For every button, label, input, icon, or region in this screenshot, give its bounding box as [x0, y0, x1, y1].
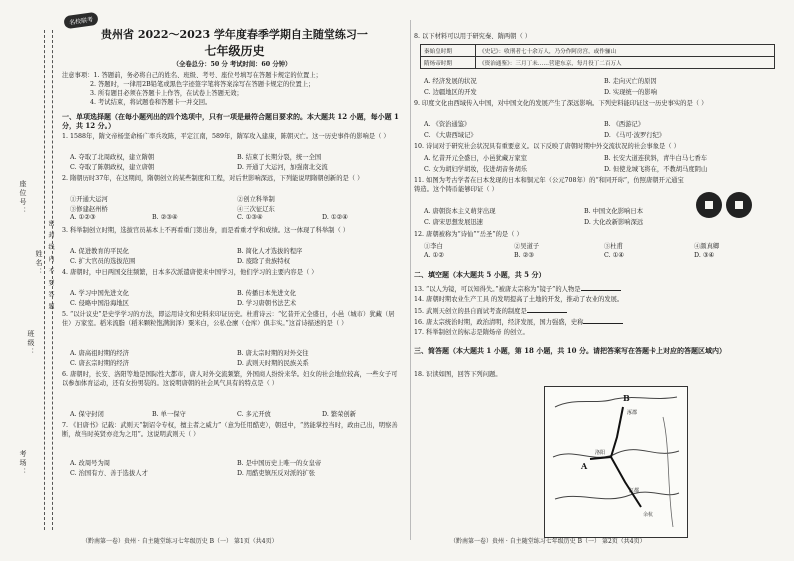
q8-option-c: C. 边疆地区的开发	[424, 89, 477, 96]
map-label-a: A	[581, 461, 588, 471]
note-4: 4. 考试结束，将试题卷和答题卡一并交回。	[90, 99, 212, 106]
map-label-luoyang: 洛阳	[595, 450, 606, 456]
question-18: 18. 识读如图，回答下列问题。	[414, 371, 502, 378]
answer-blank	[581, 284, 621, 291]
q4-option-d: D. 学习唐朝书法艺术	[237, 300, 297, 307]
q8-option-d: D. 实现统一的影响	[604, 89, 657, 96]
note-3: 3. 所有题目必须在答题卡上作答，在试卷上答题无效；	[90, 90, 243, 97]
q2-item-4: ④三次征辽东	[237, 206, 275, 213]
q5-option-a: A. 唐高祖时期的经济	[70, 350, 129, 357]
q11-option-a: A. 唐朝资本主义萌芽出现	[424, 208, 496, 215]
q11-option-b: B. 中国文化影响日本	[584, 208, 644, 215]
fill-15-text: 15. 武则天创立的县自面试考查的制度是	[414, 308, 527, 315]
score-info: （全卷总分：50 分 考试时间：60 分钟）	[172, 61, 292, 68]
q2-option-a: A. ①②③	[70, 214, 96, 221]
q11-option-d: D. 大化改新影响深远	[584, 219, 644, 226]
q8-option-b: B. 走向灭亡的原因	[604, 78, 657, 85]
question-8: 8. 以下材料可以用于研究秦、隋两朝（ ）	[414, 33, 532, 40]
q8-source-table	[420, 44, 775, 69]
question-4: 4. 唐朝时，中日两国交往频繁，日本多次派遣唐使来中国学习，他们学习的主要内容是（ ）	[62, 269, 318, 276]
seal-line	[44, 30, 45, 530]
q10-option-b: B. 长安大道连狭斜，青牛白马七香车	[604, 155, 708, 162]
fill-15	[414, 306, 782, 316]
q1-option-d: D. 开通了大运河，加强南北交流	[237, 164, 328, 171]
fill-13	[414, 284, 782, 294]
page-2-footer: （黔南第一卷）贵州 · 自主随堂练习七年级历史 B（一） 第2页（共4页）	[450, 538, 646, 545]
question-5: 5. “以计议史”是史学学习的方法，即运用诗文和史料来印证历史。杜甫诗云：“忆昔开元全盛日，小邑（城市）犹藏（居住）万家室。稻米流脂（稻米颗粒饱满润泽）粟米白，公私仓廪（仓库）俱丰实。”这首诗描述的是（ ）	[62, 311, 395, 328]
canal-map	[544, 386, 688, 538]
page-1-footer: （黔南第一卷）贵州 · 自主随堂练习七年级历史 B（一） 第1页（共4页）	[82, 538, 278, 545]
q10-option-d: D. 但使龙城飞将在，不教胡马度阴山	[604, 166, 708, 173]
question-9: 9. 印度文化由西域传入中国，对中国文化的发展产生了深远影响。下列史料能印证这一历史事实的是（ ）	[414, 100, 708, 107]
q9-option-a: A. 《资治通鉴》	[424, 121, 471, 128]
q2-item-3: ③修建赵州桥	[70, 206, 108, 213]
coin-image	[696, 192, 722, 218]
fill-16-text: 16. 唐太宗统治时期，政治清明，经济发展，国力强盛，史称	[414, 319, 584, 326]
q8-option-a: A. 经济发展的状况	[424, 78, 477, 85]
fill-16	[414, 317, 782, 327]
q12-item-2: ②吴道子	[514, 243, 540, 250]
river-line	[553, 450, 679, 458]
q10-option-c: C. 女为胡妇学胡妆，伎进胡音务胡乐	[424, 166, 528, 173]
binding-margin	[4, 30, 64, 530]
label-room: 考场：	[19, 450, 27, 477]
q2-item-2: ②创立科举制	[237, 196, 275, 203]
q7-option-c: C. 治国有方、善于选拔人才	[70, 470, 148, 477]
q9-option-b: B. 《西游记》	[604, 121, 645, 128]
table-row	[421, 57, 775, 69]
q4-option-a: A. 学习中国先进文化	[70, 290, 129, 297]
q7-option-a: A. 改周号为周	[70, 460, 111, 467]
q6-option-c: C. 多元开放	[237, 411, 271, 418]
fill-17: 17. 科举制创立的标志是隋炀帝 的创立。	[414, 329, 529, 336]
table-cell: 隋炀帝时期	[421, 57, 476, 69]
label-seat: 座位号：	[19, 180, 27, 216]
fill-13-text: 13. “以人为镜，可以知得失。”被唐太宗称为“镜子”的人物是	[414, 286, 581, 293]
question-6: 6. 唐朝时，长安、洛阳等地是国际性大都市，唐人对外交流频繁，外国商人纷纷来华。妇女的社会地位较高，一些女子可以参加体育运动，还有女扮男装的。这说明唐朝的社会风气具有的特点是（ ）	[62, 371, 398, 388]
question-11: 11. 如图为考古学者在日本发现的日本和铜元年（公元708年）的“和同开珎”，仿照唐朝开元通宝铸造。这个铸币能够印证（ ）	[414, 177, 684, 194]
q9-option-c: C. 《大唐西域记》	[424, 132, 477, 139]
table-row	[421, 45, 775, 57]
question-12: 12. 唐朝被称为“诗仙”“岳圣”的是（ ）	[414, 231, 523, 238]
q2-option-b: B. ②③④	[152, 214, 178, 221]
coin-image	[726, 192, 752, 218]
q4-option-b: B. 传播日本先进文化	[237, 290, 297, 297]
map-drawing	[545, 387, 687, 537]
river-line	[555, 492, 679, 499]
q11-option-c: C. 唐宋思想发展迅速	[424, 219, 483, 226]
q9-option-d: D. 《马可·波罗行纪》	[604, 132, 666, 139]
subject-title: 七年级历史	[204, 44, 265, 58]
section-2-title: 二、填空题（本大题共 5 小题，共 5 分）	[414, 270, 546, 279]
fill-14: 14. 唐朝时期农业生产工具 的发明提高了土地的开发，推动了农业的发展。	[414, 296, 624, 303]
q1-option-c: C. 夺取了陈朝政权，建立唐朝	[70, 164, 155, 171]
note-1: 注意事项：1. 答题前，务必将自己的姓名、班级、考号、座位号填写在答题卡规定的位置上；	[62, 72, 322, 79]
map-label-yuhang: 余杭	[643, 512, 654, 518]
q2-option-d: D. ①②④	[322, 214, 348, 221]
q2-item-1: ①开通大运河	[70, 196, 108, 203]
river-line	[555, 397, 677, 407]
q12-item-1: ①李白	[424, 243, 443, 250]
q10-option-a: A. 忆昔开元全盛日，小邑犹藏万家室	[424, 155, 528, 162]
q1-option-b: B. 结束了长期分裂，统一全国	[237, 154, 322, 161]
q3-option-a: A. 促进教育的平民化	[70, 248, 129, 255]
label-class: 班级：	[27, 330, 35, 357]
table-cell: 《资治通鉴》：三月丁未……营建东京，每月役丁二百万人	[476, 57, 775, 69]
q12-item-4: ④颜真卿	[694, 243, 720, 250]
contest-badge: 名校联考	[63, 12, 98, 30]
question-3: 3. 科举制创立时期，选拔官员基本上不再看重门第出身，而是看重才学和成绩。这一体现了科举制（ ）	[62, 227, 350, 234]
table-cell: 《史记》：收刑者七十余万人，乃分作阿房宫，或作骊山	[476, 45, 775, 57]
page-divider	[410, 20, 411, 540]
map-label-b: B	[623, 393, 630, 403]
question-10: 10. 诗词对于研究社会状况具有重要意义。以下反映了唐朝时期中外交流状况的社会事象是（ ）	[414, 143, 680, 150]
q3-option-c: C. 扩大官员的选拔范围	[70, 258, 136, 265]
label-name: 姓名：	[35, 250, 43, 277]
q5-option-b: B. 唐太宗时期的对外交往	[237, 350, 309, 357]
q6-option-d: D. 繁荣创新	[322, 411, 357, 418]
map-label-jiangdu: 江都	[629, 488, 640, 494]
note-2: 2. 答题时，一律用2B铅笔或黑色字迹签字笔将答案涂写在答题卡规定的位置上；	[90, 81, 315, 88]
table-cell: 秦始皇时期	[421, 45, 476, 57]
q12-option-b: B. ②③	[514, 252, 534, 259]
exam-title: 贵州省 2022～2023 学年度春季学期自主随堂练习一	[101, 28, 368, 41]
q5-option-d: D. 武则天时期的民族关系	[237, 360, 309, 367]
q7-option-b: B. 是中国历史上唯一的女皇帝	[237, 460, 322, 467]
q12-option-c: C. ①④	[604, 252, 624, 259]
q1-option-a: A. 夺取了北周政权，建立隋朝	[70, 154, 155, 161]
page-1	[62, 8, 407, 553]
page-2	[414, 8, 786, 553]
q5-option-c: C. 唐玄宗时期的经济	[70, 360, 129, 367]
q3-option-d: D. 废除了贵族特权	[237, 258, 290, 265]
question-7: 7. 《旧唐书》记载：武则天“制诏令专权，擅主者之威力”（意为任用酷吏），朝廷中，“然能掌控当时，政由己出，明察善断，故当时英贤亦竞为之用”。这说明武则天（ ）	[62, 422, 398, 439]
section-3-title: 三、简答题（本大题共 1 小题，第 18 小题，共 10 分。请把答案写在答题卡上对应的答题区域内）	[414, 346, 726, 355]
q4-option-c: C. 侵略中国沿海地区	[70, 300, 129, 307]
coastline	[663, 417, 673, 527]
answer-blank	[527, 306, 567, 313]
q12-option-d: D. ③④	[694, 252, 715, 259]
answer-blank	[583, 317, 623, 324]
section-1-title: 一、单项选择题（在每小题列出的四个选项中，只有一项是最符合题目要求的。本大题共 12 小题，每小题 1 分，共 12 分。）	[62, 112, 399, 131]
q2-option-c: C. ①③④	[237, 214, 263, 221]
q7-option-d: D. 用酷吏镇压反对派的扩张	[237, 470, 316, 477]
q6-option-b: B. 单一保守	[152, 411, 186, 418]
map-label-zhuojun: 涿郡	[627, 410, 638, 416]
q6-option-a: A. 保守封闭	[70, 411, 104, 418]
seal-text: 密 封 线 内 不 要 答 题	[47, 220, 54, 312]
question-1: 1. 1588年，隋文帝杨坚命杨广率兵攻陈，平定江南，589年，隋军攻入建康，陈朝灭亡。这一历史事件的影响是（ ）	[62, 133, 390, 140]
q12-option-a: A. ①②	[424, 252, 444, 259]
question-2: 2. 隋朝历时37年，在这期间，隋朝创立的某些制度和工程，对后世影响深远，下列能说明隋朝创新的是（ ）	[62, 175, 364, 182]
q3-option-b: B. 简化人才选拔的程序	[237, 248, 303, 255]
q12-item-3: ③杜甫	[604, 243, 623, 250]
